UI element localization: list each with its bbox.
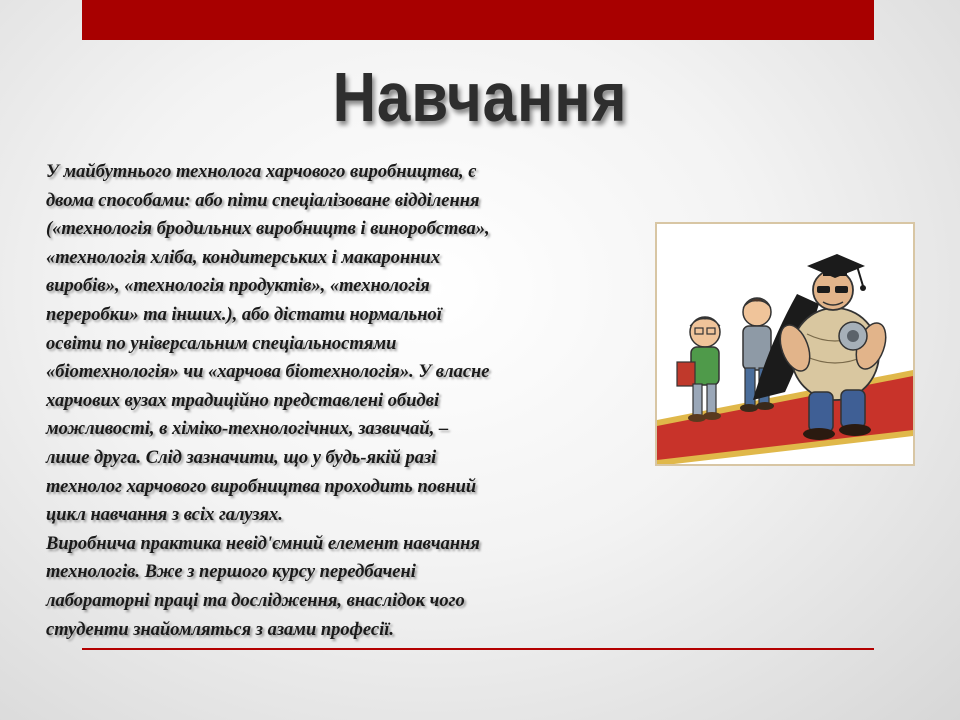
text-line: харчових вузах традиційно представлені обидві [46,390,440,411]
text-line: технологів. Вже з першого курсу передбачені [46,562,416,583]
text-line: двома способами: або піти спеціалізоване відділення [46,190,480,211]
text-line: «технологія хліба, кондитерських і макаронних [46,247,441,268]
text-line: лабораторні праці та дослідження, внаслідок чого [46,590,465,611]
slide-body-text [46,158,636,644]
text-line: Виробнича практика невід'ємний елемент навчання [46,533,480,554]
text-line: лише друга. Слід зазначити, що у будь-якій разі [46,447,437,468]
text-line: освіти по універсальним спеціальностями [46,333,397,354]
bottom-divider-line [82,648,874,650]
text-line: цикл навчання з всіх галузях. [46,505,283,526]
text-line: У майбутнього технолога харчового виробництва, є [46,162,476,182]
slide-title: Навчання [332,58,628,136]
top-accent-bar [82,0,874,40]
text-line: можливості, в хіміко-технологічних, зазвичай, – [46,419,449,440]
text-line: технолог харчового виробництва проходить повний [46,476,477,497]
text-line: переробки» та інших.), або дістати нормальної [46,304,442,325]
students-cartoon-illustration [655,222,915,466]
text-line: студенти знайомляться з азами професії. [46,619,395,640]
text-line: виробів», «технологія продуктів», «технологія [46,276,430,297]
text-line: («технологія бродильних виробництв і виноробства», [46,219,490,240]
text-line: «біотехнологія» чи «харчова біотехнологія». У власне [46,362,490,383]
